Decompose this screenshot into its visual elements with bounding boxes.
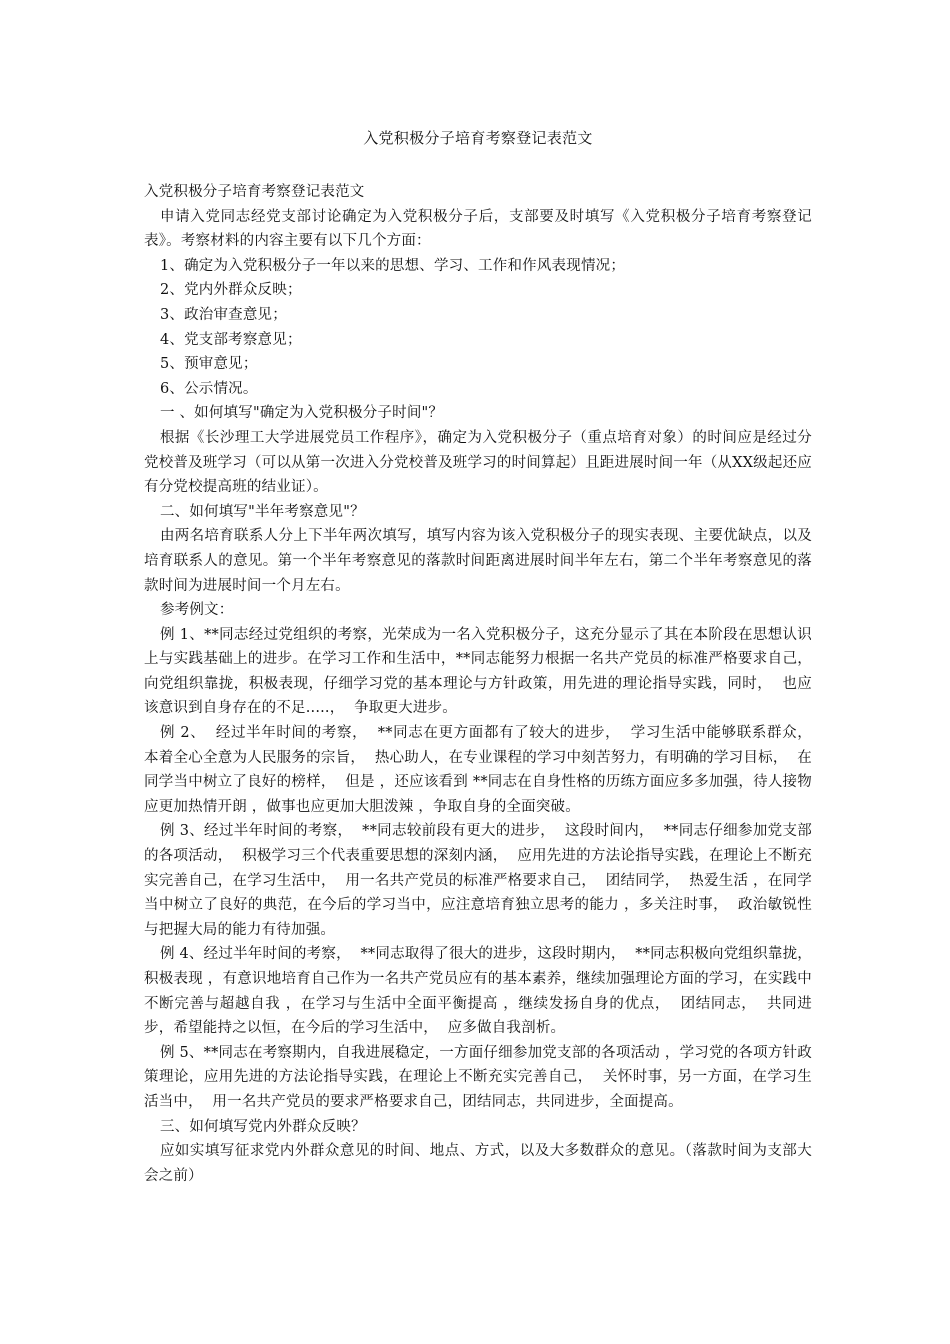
document-title: 入党积极分子培育考察登记表范文 — [363, 129, 593, 147]
paragraph: 1、确定为入党积极分子一年以来的思想、学习、工作和作风表现情况； — [159, 257, 626, 274]
paragraph: 例 3、经过半年时间的考察， **同志较前段有更大的进步， 这段时间内， **同志仔细参加党支部的各项活动， 积极学习三个代表重要思想的深刻内涵， 应用先进的方法论指导实践，在理论上不断充实完善自己，在学习生活中， 用一名共产党员的标准严格要求自己， 团结同学， 热爱生活 ，在同学当中树立了良好的典范，在今后的学习当中，应注意培育独立思考的能力 ，多关注时事， 政治敏锐性与把握大局的能力有待加强。 — [144, 823, 812, 938]
paragraph: 根据《长沙理工大学进展党员工作程序》，确定为入党积极分子（重点培育对象）的时间应是经过分党校普及班学习（可以从第一次进入分党校普及班学习的时间算起）且距进展时间一年（从XX级起还应有分党校提高班的结业证）。 — [144, 429, 812, 496]
document-page — [144, 126, 822, 1188]
paragraph: 申请入党同志经党支部讨论确定为入党积极分子后，支部要及时填写《入党积极分子培育考察登记表》。考察材料的内容主要有以下几个方面： — [144, 208, 812, 250]
document-body — [144, 180, 822, 1188]
paragraph: 由两名培育联系人分上下半年两次填写，填写内容为该入党积极分子的现实表现、主要优缺点，以及培育联系人的意见。第一个半年考察意见的落款时间距离进展时间半年左右，第二个半年考察意见的落款时间为进展时间一个月左右。 — [144, 528, 812, 594]
paragraph: 入党积极分子培育考察登记表范文 — [144, 184, 365, 200]
paragraph: 2、党内外群众反映； — [159, 282, 302, 299]
paragraph: 3、政治审查意见； — [159, 306, 287, 323]
paragraph: 例 5、**同志在考察期内，自我进展稳定，一方面仔细参加党支部的各项活动 ，学习党的各项方针政策理论，应用先进的方法论指导实践，在理论上不断充实完善自己， 关怀时事，另一方面，在学习生活当中， 用一名共产党员的要求严格要求自己，团结同志，共同进步，全面提高。 — [144, 1044, 812, 1110]
paragraph: 二、如何填写"半年考察意见"？ — [159, 503, 365, 520]
paragraph: 例 2、 经过半年时间的考察， **同志在更方面都有了较大的进步， 学习生活中能够联系群众， 本着全心全意为人民服务的宗旨， 热心助人，在专业课程的学习中刻苦努力，有明确的学习目标， 在同学当中树立了良好的榜样， 但是 ，还应该看到 **同志在自身性格的历练方面应多多加强，待人接物应更加热情开朗 ，做事也应更加大胆泼辣 ，争取自身的全面突破。 — [144, 725, 822, 815]
paragraph: 6、公示情况。 — [159, 380, 258, 397]
paragraph: 例 4、经过半年时间的考察， **同志取得了很大的进步，这段时期内， **同志积极向党组织靠拢， 积极表现 ，有意识地培育自己作为一名共产党员应有的基本素养，继续加强理论方面的学习，在实践中不断完善与超越自我 ，在学习与生活中全面平衡提高 ，继续发扬自身的优点， 团结同志， 共同进步，希望能持之以恒，在今后的学习生活中， 应多做自我剖析。 — [144, 946, 822, 1037]
paragraph: 5、预审意见； — [159, 356, 258, 373]
paragraph: 例 1、**同志经过党组织的考察，光荣成为一名入党积极分子，这充分显示了其在本阶段在思想认识上与实践基础上的进步。在学习工作和生活中，**同志能努力根据一名共产党员的标准严格要求自己，向党组织靠拢，积极表现，仔细学习党的基本理论与方针政策，用先进的理论指导实践，同时， 也应该意识到自身存在的不足.....， 争取更大进步。 — [144, 626, 812, 717]
paragraph: 4、党支部考察意见； — [159, 331, 302, 348]
paragraph: 参考例文： — [159, 602, 234, 619]
paragraph: 一 、如何填写"确定为入党积极分子时间"？ — [159, 405, 444, 422]
paragraph: 三、如何填写党内外群众反映？ — [159, 1118, 366, 1135]
paragraph: 应如实填写征求党内外群众意见的时间、地点、方式，以及大多数群众的意见。（落款时间为支部大会之前） — [144, 1143, 812, 1184]
